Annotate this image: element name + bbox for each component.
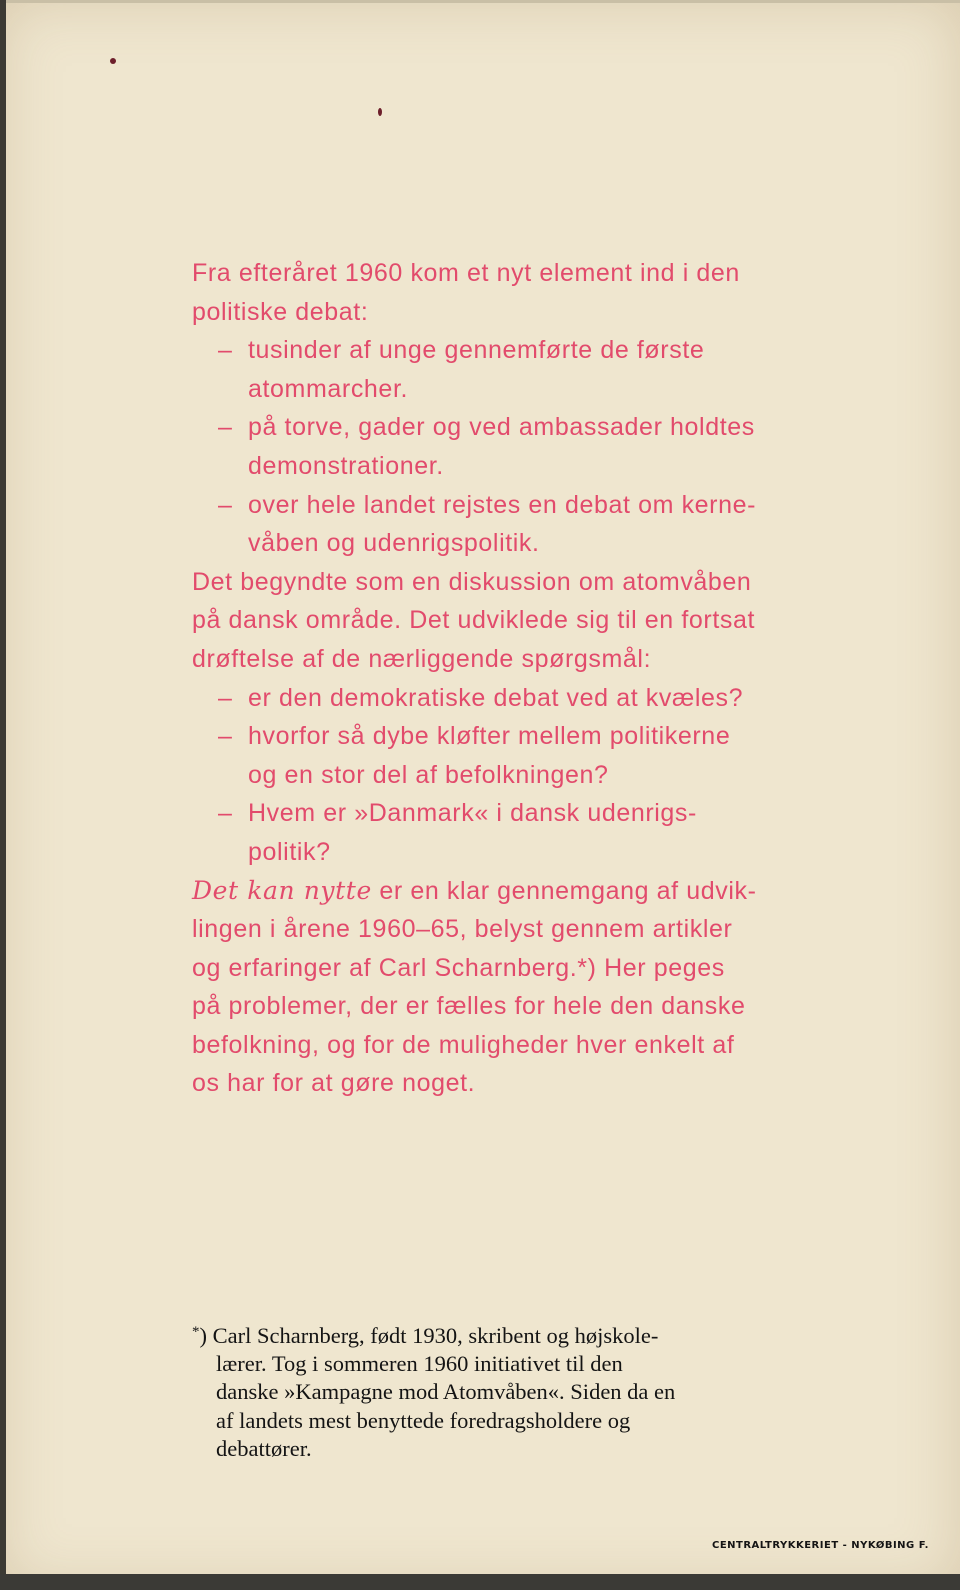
dash-mark: – [218,490,233,519]
footnote-line: debattører. [216,1435,312,1461]
blurb-line: Fra efteråret 1960 kom et nyt element ind i den [192,259,740,287]
page-left-edge [0,0,6,1590]
blurb-line [192,872,832,911]
blurb-list-continuation: våben og udenrigspolitik. [248,529,540,558]
blurb-list-item [192,408,832,447]
dash-mark: – [218,722,233,751]
book-title: Det kan nytte [192,875,372,905]
question-continuation: politik? [248,837,331,866]
footnote-line: lærer. Tog i sommeren 1960 initiativet til den [216,1351,623,1377]
blurb-line: os har for at gøre noget. [192,1069,476,1098]
question-item [192,794,832,833]
dash-mark: – [218,683,233,712]
blurb-line: lingen i årene 1960–65, belyst gennem artikler [192,915,733,944]
blurb-list-item [192,486,832,525]
page-top-edge [0,0,960,3]
blurb-line: befolkning, og for de muligheder hver enkelt af [192,1030,735,1059]
printer-imprint: CENTRALTRYKKERIET - NYKØBING F. [712,1540,929,1551]
footnote-line [192,1318,812,1350]
ink-speck [110,58,116,64]
blurb-list-continuation: atommarcher. [248,374,409,403]
question-text: Hvem er »Danmark« i dansk udenrigs- [248,799,697,828]
dash-mark: – [218,413,233,442]
blurb-list-text: på torve, gader og ved ambassader holdtes [248,413,755,442]
blurb-line: på problemer, der er fælles for hele den danske [192,992,746,1021]
blurb-text [192,254,832,1103]
blurb-list-text: over hele landet rejstes en debat om kerne- [248,490,757,519]
blurb-line: drøftelse af de nærliggende spørgsmål: [192,644,652,673]
ink-speck [378,108,382,116]
question-text: er den demokratiske debat ved at kvæles? [248,683,744,712]
question-item [192,717,832,756]
footnote-line: af landets mest benyttede foredragsholdere og [216,1407,631,1433]
footnote-marker: * [192,1324,200,1340]
page-bottom-edge [0,1574,960,1590]
question-text: hvorfor så dybe kløfter mellem politikerne [248,722,731,751]
question-continuation: og en stor del af befolkningen? [248,760,609,789]
blurb-line: og erfaringer af Carl Scharnberg.*) Her peges [192,953,725,982]
blurb-list-text: tusinder af unge gennemførte de første [248,336,705,365]
blurb-line: politiske debat: [192,297,369,326]
blurb-line: på dansk område. Det udviklede sig til en fortsat [192,606,756,635]
footnote-line: danske »Kampagne mod Atomvåben«. Siden da en [216,1379,676,1405]
question-item [192,679,832,718]
blurb-list-continuation: demonstrationer. [248,451,444,480]
blurb-text-rest: er en klar gennemgang af udvik- [371,876,757,905]
dash-mark: – [218,336,233,365]
author-footnote [192,1318,812,1463]
blurb-list-item [192,331,832,370]
blurb-line: Det begyndte som en diskussion om atomvåben [192,567,752,596]
footnote-text: ) Carl Scharnberg, født 1930, skribent og højskole- [199,1323,659,1348]
dash-mark: – [218,799,233,828]
